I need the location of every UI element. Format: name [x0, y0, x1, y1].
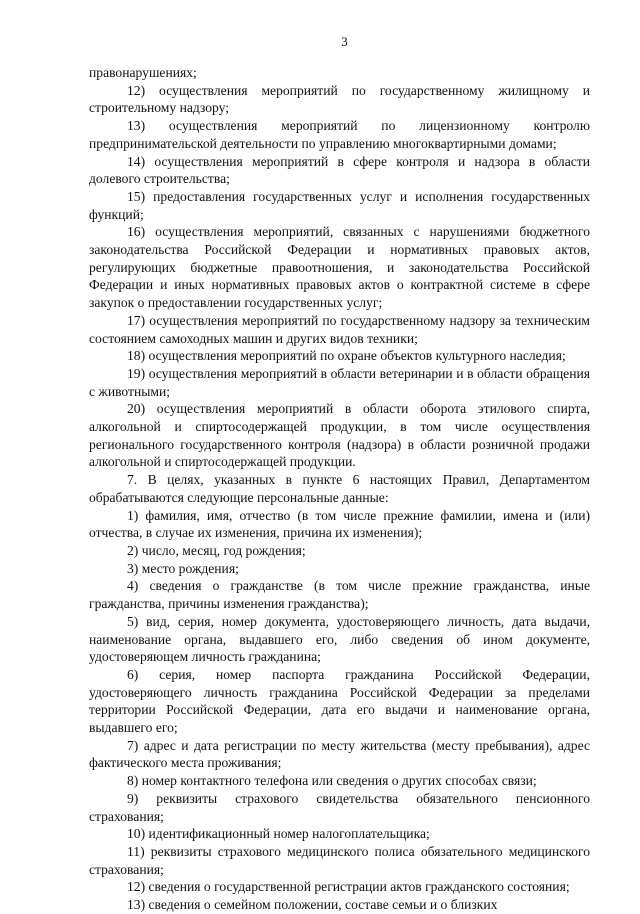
data-item-7: 7) адрес и дата регистрации по месту жительства (месту пребывания), адрес фактического места проживания;: [89, 737, 590, 771]
list-item-16: 16) осуществления мероприятий, связанных с нарушениями бюджетного законодательства Российской Федерации и нормативных правовых актов, регулирующих бюджетные правоотношения, и законодательства Российской Федерации и иных нормативных правовых актов о контрактной системе в сфере закупок о предоставлении государственных услуг;: [89, 224, 590, 311]
data-item-9: 9) реквизиты страхового свидетельства обязательного пенсионного страхования;: [89, 790, 590, 824]
list-item-17: 17) осуществления мероприятий по государственному надзору за техническим состоянием самоходных машин и других видов техники;: [89, 312, 590, 346]
list-item-14: 14) осуществления мероприятий в сфере контроля и надзора в области долевого строительства;: [89, 153, 590, 187]
section-7-intro: 7. В целях, указанных в пункте 6 настоящих Правил, Департаментом обрабатываются следующие персональные данные:: [89, 472, 590, 505]
data-item-3: 3) место рождения;: [127, 560, 239, 576]
data-item-13: 13) сведения о семейном положении, составе семьи и о близких: [127, 897, 498, 913]
data-item-2: 2) число, месяц, год рождения;: [127, 542, 306, 558]
list-item-12: 12) осуществления мероприятий по государственному жилищному и строительному надзору;: [89, 82, 590, 116]
data-item-8: 8) номер контактного телефона или сведения о других способах связи;: [127, 773, 537, 789]
list-item-19: 19) осуществления мероприятий в области ветеринарии и в области обращения с животными;: [89, 365, 590, 399]
data-item-11: 11) реквизиты страхового медицинского полиса обязательного медицинского страхования;: [89, 843, 590, 877]
data-item-1: 1) фамилия, имя, отчество (в том числе прежние фамилии, имена и (или) отчества, в случае их изменения, причина их изменения);: [89, 507, 590, 541]
data-item-10: 10) идентификационный номер налогоплательщика;: [127, 826, 430, 842]
document-body: [89, 64, 590, 914]
data-item-6: 6) серия, номер паспорта гражданина Российской Федерации, удостоверяющего личность гражданина Российской Федерации за пределами территории Российской Федерации, дата его выдачи и наименование органа, выдавшего его;: [89, 666, 590, 736]
list-item-15: 15) предоставления государственных услуг и исполнения государственных функций;: [89, 188, 590, 222]
list-item-18: 18) осуществления мероприятий по охране объектов культурного наследия;: [127, 348, 566, 364]
data-item-12: 12) сведения о государственной регистрации актов гражданского состояния;: [127, 879, 570, 895]
data-item-5: 5) вид, серия, номер документа, удостоверяющего личность, дата выдачи, наименование органа, выдавшего его, либо сведения об ином документе, удостоверяющем личность гражданина;: [89, 613, 590, 665]
paragraph-continuation: правонарушениях;: [89, 65, 197, 80]
list-item-20: 20) осуществления мероприятий в области оборота этилового спирта, алкогольной и спиртосодержащей продукции, в том числе осуществления регионального государственного контроля (надзора) в области розничной продажи алкогольной и спиртосодержащей продукции.: [89, 401, 590, 470]
data-item-4: 4) сведения о гражданстве (в том числе прежние гражданства, иные гражданства, причины изменения гражданства);: [89, 578, 590, 612]
page-number: 3: [341, 34, 348, 49]
list-item-13: 13) осуществления мероприятий по лицензионному контролю предпринимательской деятельности по управлению многоквартирными домами;: [89, 118, 590, 151]
